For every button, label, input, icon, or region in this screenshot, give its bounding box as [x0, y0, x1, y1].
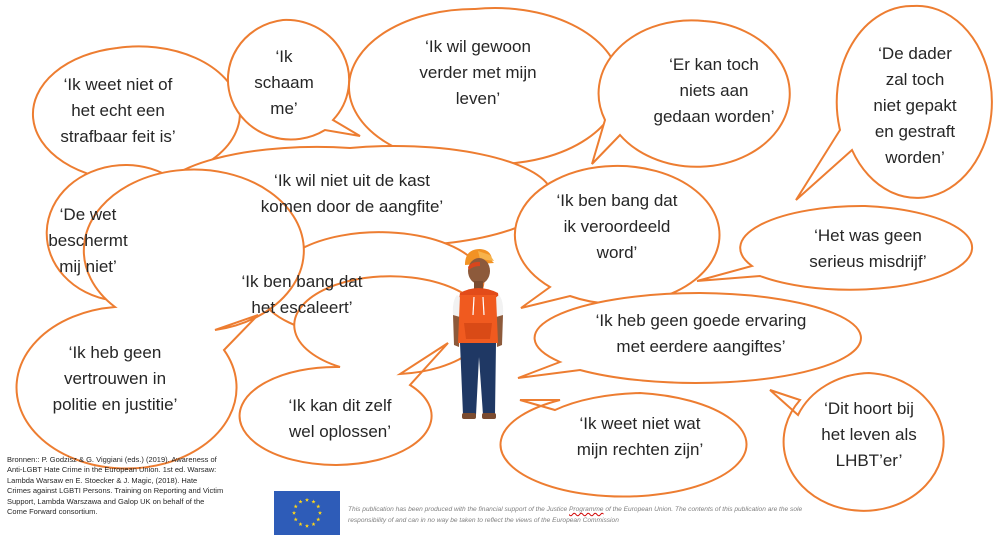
bubble-text-ervaring: ‘Ik heb geen goede ervaring met eerdere aangiftes’ [595, 311, 807, 356]
person-illustration [450, 245, 506, 421]
disclaimer-text-programme: Programme [569, 506, 604, 513]
bubble-niets [592, 20, 790, 166]
eu-flag-icon [274, 491, 340, 535]
bubble-text-wet: ‘De wet beschermt mij niet’ [48, 205, 128, 276]
disclaimer-text-end: of the European Union. The contents of this publication are the sole responsibility of and can in no way be taken to reflect the views of the European Commission [348, 506, 803, 524]
disclaimer-text-start: This publication has been produced with the financial support of the Justice [348, 506, 570, 513]
bubble-dader [796, 6, 992, 200]
bubble-text-verder: ‘Ik wil gewoon verder met mijn leven’ [419, 37, 537, 108]
bubble-text-veroordeeld: ‘Ik ben bang dat ik veroordeeld word’ [556, 191, 678, 262]
bubble-serieus [697, 206, 972, 290]
bubble-text-vertrouwen: ‘Ik heb geen vertrouwen in politie en justitie’ [52, 343, 178, 414]
bubble-ervaring [518, 293, 861, 383]
bubble-text-niets: ‘Er kan toch niets aan gedaan worden’ [653, 55, 775, 126]
bubble-text-strafbaar: ‘Ik weet niet of het echt een strafbaar feit is’ [60, 75, 176, 146]
bubble-lhbt [770, 373, 944, 511]
funding-disclaimer [348, 505, 808, 526]
bubble-text-lhbt: ‘Dit hoort bij het leven als LHBT’er’ [821, 399, 917, 470]
bubble-schaam [228, 20, 360, 140]
bubble-text-kast: ‘Ik wil niet uit de kast komen door de aangfite’ [260, 171, 444, 216]
bubble-text-serieus: ‘Het was geen serieus misdrijf’ [809, 226, 927, 271]
bubble-rechten [501, 393, 747, 497]
bubble-text-zelf: ‘Ik kan dit zelf wel oplossen’ [288, 396, 392, 441]
bubble-text-rechten: ‘Ik weet niet wat mijn rechten zijn’ [576, 414, 704, 459]
bubble-text-escaleert: ‘Ik ben bang dat het escaleert’ [241, 272, 363, 317]
bubble-text-schaam: ‘Ik schaam me’ [254, 47, 314, 118]
bubble-text-dader: ‘De dader zal toch niet gepakt en gestraft worden’ [873, 44, 957, 167]
sources-text: Bronnen:: P. Godzisz & G. Viggiani (eds.) (2019). Awareness of Anti-LGBT Hate Crime in the European Union. 1st ed. Warsaw: Lambda Warsaw en E. Stoecker & J. Magic, (2018). Hate Crimes against LGBTI Persons. Training on Reporting and Victim Support, Lambda Warszawa and Galop UK on behalf of the Come Forward consortium. [7, 455, 224, 517]
bubble-veroordeeld [515, 166, 720, 308]
